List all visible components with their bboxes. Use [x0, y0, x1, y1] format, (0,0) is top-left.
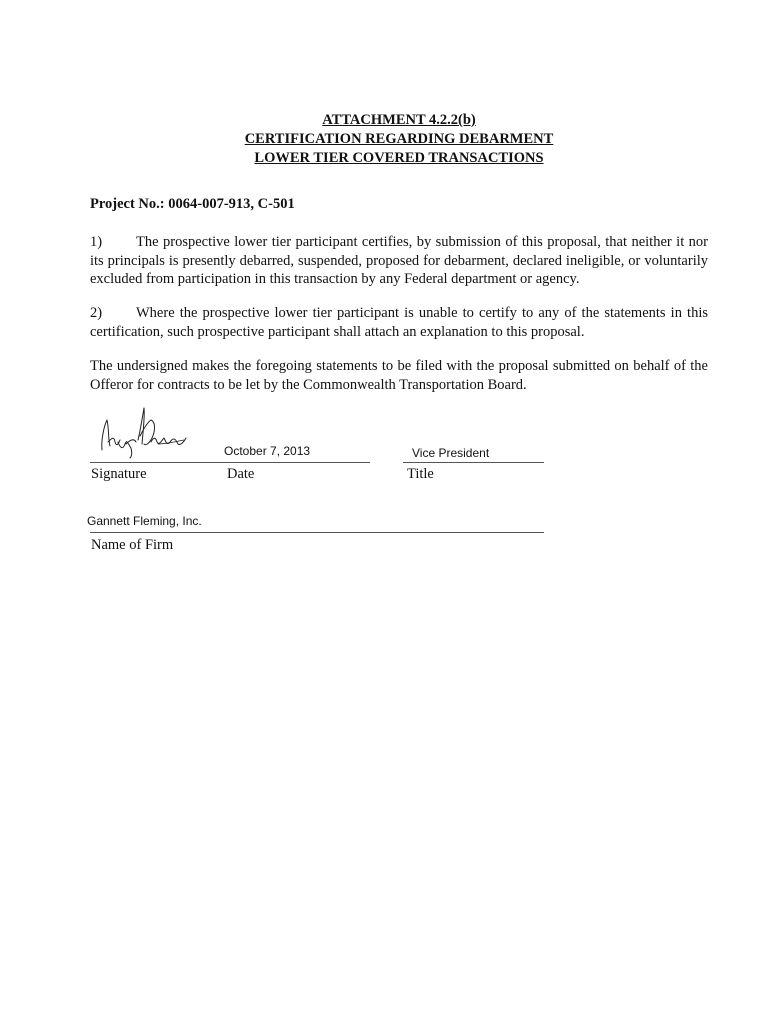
- date-label: Date: [227, 466, 255, 482]
- paragraph-2: [90, 304, 708, 341]
- title-line: [403, 462, 544, 463]
- date-field-value: October 7, 2013: [224, 444, 311, 458]
- title-label: Title: [407, 466, 434, 482]
- firm-field-value: Gannett Fleming, Inc.: [87, 514, 202, 528]
- paragraph-2-number: 2): [90, 305, 103, 321]
- paragraph-3: The undersigned makes the foregoing statements to be filed with the proposal submitted on behalf of the Offeror for contracts to be let by the Commonwealth Transportation Board.: [90, 358, 708, 393]
- transactions-heading: LOWER TIER COVERED TRANSACTIONS: [254, 150, 544, 166]
- paragraph-1-number: 1): [90, 234, 103, 250]
- project-number: Project No.: 0064-007-913, C-501: [90, 196, 295, 212]
- paragraph-1-text: The prospective lower tier participant certifies, by submission of this proposal, that neither it nor its principals is presently debarred, suspended, proposed for debarment, declared ineligible, or voluntarily excluded from participation in this transaction by any Federal department or agency.: [90, 234, 708, 288]
- paragraph-1: [90, 233, 708, 289]
- paragraph-2-text: Where the prospective lower tier participant is unable to certify to any of the statements in this certification, such prospective participant shall attach an explanation to this proposal.: [90, 305, 708, 340]
- handwritten-signature: [96, 402, 206, 462]
- firm-line: [90, 532, 544, 533]
- attachment-heading: ATTACHMENT 4.2.2(b): [322, 112, 476, 128]
- certification-heading: CERTIFICATION REGARDING DEBARMENT: [244, 131, 554, 147]
- signature-date-line: [90, 462, 370, 463]
- title-field-value: Vice President: [412, 446, 490, 460]
- signature-label: Signature: [91, 466, 147, 482]
- firm-label: Name of Firm: [91, 537, 174, 553]
